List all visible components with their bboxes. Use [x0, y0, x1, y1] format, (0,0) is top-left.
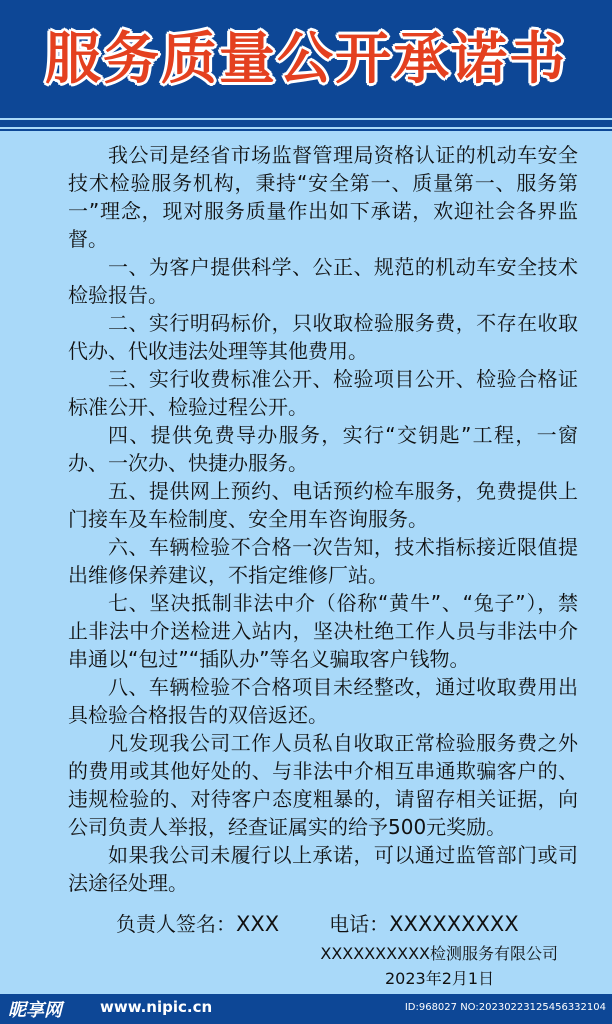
- commitment-3: 三、实行收费标准公开、检验项目公开、检验合格证标准公开、检验过程公开。: [68, 367, 578, 419]
- watermark-id: ID:968027 NO:20230223125456332104: [404, 1002, 606, 1013]
- commitment-2: 二、实行明码标价，只收取检验服务费，不存在收取代办、代收违法处理等其他费用。: [68, 311, 578, 363]
- company-name: XXXXXXXXXX检测服务有限公司: [320, 944, 558, 963]
- watermark-url: www.nipic.cn: [100, 998, 213, 1016]
- reward-paragraph: 凡发现我公司工作人员私自收取正常检验服务费之外的费用或其他好处的、与非法中介相互串通欺骗客户的、违规检验的、对待客户态度粗暴的，请留存相关证据，向公司负责人举报，经查证属实的给予500元奖励。: [68, 731, 578, 839]
- commitment-6: 六、车辆检验不合格一次告知，技术指标接近限值提出维修保养建议，不指定维修厂站。: [68, 535, 578, 587]
- divider-thick: [0, 120, 612, 127]
- phone-label: 电话：: [329, 912, 390, 936]
- signature-label: 负责人签名：: [116, 912, 236, 936]
- page-title: 服务质量公开承诺书: [45, 27, 567, 92]
- intro-paragraph: 我公司是经省市场监督管理局资格认证的机动车安全技术检验服务机构，秉持“安全第一、质量第一、服务第一”理念，现对服务质量作出如下承诺，欢迎社会各界监督。: [68, 143, 578, 251]
- divider-thin: [0, 129, 612, 131]
- commitment-7: 七、坚决抵制非法中介（俗称“黄牛”、“兔子”），禁止非法中介送检进入站内，坚决杜绝工作人员与非法中介串通以“包过”“插队办”等名义骗取客户钱物。: [68, 591, 578, 671]
- signature-line: [116, 910, 569, 938]
- document-body: [68, 141, 578, 897]
- commitment-8: 八、车辆检验不合格项目未经整改，通过收取费用出具检验合格报告的双倍返还。: [68, 675, 578, 727]
- commitment-4: 四、提供免费导办服务，实行“交钥匙”工程，一窗办、一次办、快捷办服务。: [68, 423, 578, 475]
- commitment-1: 一、为客户提供科学、公正、规范的机动车安全技术检验报告。: [68, 255, 578, 307]
- signature-value: XXX: [236, 912, 280, 936]
- phone-value: XXXXXXXXX: [389, 912, 519, 936]
- commitment-5: 五、提供网上预约、电话预约检车服务，免费提供上门接车及车检制度、安全用车咨询服务。: [68, 479, 578, 531]
- watermark-logo: 昵享网: [8, 1000, 62, 1021]
- closing-paragraph: 如果我公司未履行以上承诺，可以通过监管部门或司法途径处理。: [68, 843, 578, 895]
- document-date: 2023年2月1日: [385, 969, 495, 988]
